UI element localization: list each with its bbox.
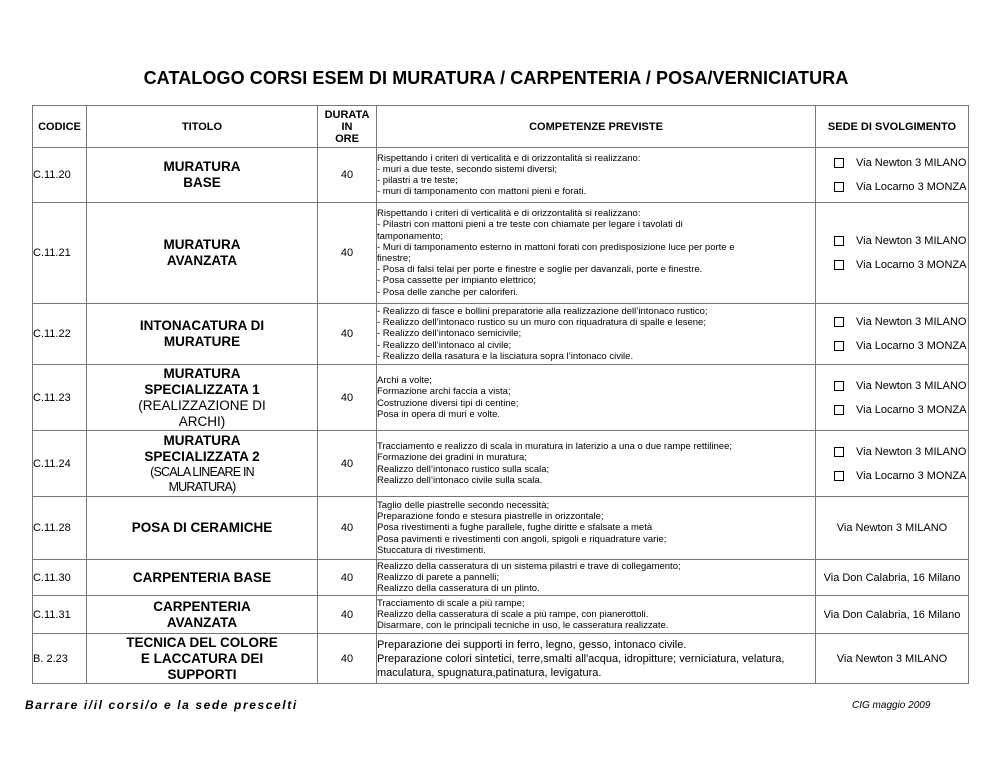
- course-title: TECNICA DEL COLORE E LACCATURA DEI SUPPORTI: [87, 634, 318, 684]
- footer-date: CIG maggio 2009: [852, 700, 931, 711]
- checkbox-icon[interactable]: [834, 471, 844, 481]
- course-duration: 40: [318, 596, 377, 634]
- header-title: TITOLO: [87, 106, 318, 148]
- course-skills: Taglio delle piastrelle secondo necessità; Preparazione fondo e stesura piastrelle in orizzontale; Posa rivestimenti a fughe parallele, fughe diritte e sfalsate a metà Posa pavimenti e rivestimenti con angoli, spigoli e riquadrature varie; Stuccatura di rivestimenti.: [377, 497, 816, 560]
- course-skills: Archi a volte; Formazione archi faccia a vista; Costruzione diversi tipi di centine; Posa in opera di muri e volte.: [377, 365, 816, 431]
- course-code: B. 2.23: [33, 634, 87, 684]
- course-venue[interactable]: Via Newton 3 MILANO: [816, 497, 969, 560]
- course-duration: 40: [318, 431, 377, 497]
- venue-option-milano[interactable]: Via Newton 3 MILANO: [816, 374, 968, 398]
- venue-option-milano[interactable]: Via Newton 3 MILANO: [816, 229, 968, 253]
- course-code: C.11.24: [33, 431, 87, 497]
- course-code: C.11.28: [33, 497, 87, 560]
- table-row: [33, 560, 969, 596]
- course-title: MURATURA SPECIALIZZATA 2 (SCALA LINEARE IN MURATURA): [87, 431, 318, 497]
- table-row: [33, 596, 969, 634]
- course-venue: [816, 148, 969, 203]
- course-title: CARPENTERIA AVANZATA: [87, 596, 318, 634]
- course-duration: 40: [318, 148, 377, 203]
- course-duration: 40: [318, 634, 377, 684]
- course-duration: 40: [318, 497, 377, 560]
- course-title: CARPENTERIA BASE: [87, 560, 318, 596]
- course-venue: [816, 203, 969, 304]
- venue-option-monza[interactable]: Via Locarno 3 MONZA: [816, 398, 968, 422]
- course-venue[interactable]: Via Don Calabria, 16 Milano: [816, 560, 969, 596]
- venue-option-monza[interactable]: Via Locarno 3 MONZA: [816, 334, 968, 358]
- course-title: INTONACATURA DI MURATURE: [87, 304, 318, 365]
- table-row: [33, 203, 969, 304]
- header-skills: COMPETENZE PREVISTE: [377, 106, 816, 148]
- table-row: [33, 431, 969, 497]
- course-code: C.11.20: [33, 148, 87, 203]
- course-duration: 40: [318, 304, 377, 365]
- header-row: [33, 106, 969, 148]
- venue-option-milano[interactable]: Via Newton 3 MILANO: [816, 310, 968, 334]
- checkbox-icon[interactable]: [834, 260, 844, 270]
- course-venue[interactable]: Via Don Calabria, 16 Milano: [816, 596, 969, 634]
- checkbox-icon[interactable]: [834, 158, 844, 168]
- course-venue[interactable]: Via Newton 3 MILANO: [816, 634, 969, 684]
- course-skills: Preparazione dei supporti in ferro, legno, gesso, intonaco civile. Preparazione colori sintetici, terre,smalti all'acqua, idropitture; verniciatura, velatura, maculatura, spugnatura,patinatura, levigatura.: [377, 634, 816, 684]
- course-title: MURATURA BASE: [87, 148, 318, 203]
- course-venue: [816, 431, 969, 497]
- checkbox-icon[interactable]: [834, 447, 844, 457]
- venue-option-monza[interactable]: Via Locarno 3 MONZA: [816, 464, 968, 488]
- table-row: [33, 497, 969, 560]
- course-skills: Tracciamento di scale a più rampe; Realizzo della casseratura di scale a più rampe, con pianerottoli. Disarmare, con le principali tecniche in uso, le casseratura realizzate.: [377, 596, 816, 634]
- checkbox-icon[interactable]: [834, 182, 844, 192]
- course-code: C.11.30: [33, 560, 87, 596]
- course-code: C.11.21: [33, 203, 87, 304]
- course-skills: Rispettando i criteri di verticalità e di orizzontalità si realizzano: - Pilastri con mattoni pieni a tre teste con chiamate per legare i tavolati di tamponamento; - Muri di tamponamento esterno in mattoni forati con predisposizione luce per porte e finestre; - Posa di falsi telai per porte e finestre e soglie per davanzali, porte e finestre. - Posa cassette per impianto elettrico; - Posa delle zanche per caloriferi.: [377, 203, 816, 304]
- table-row: [33, 365, 969, 431]
- page-title: CATALOGO CORSI ESEM DI MURATURA / CARPENTERIA / POSA/VERNICIATURA: [143, 68, 849, 88]
- course-title: MURATURA SPECIALIZZATA 1 (REALIZZAZIONE DI ARCHI): [87, 365, 318, 431]
- header-venue: SEDE DI SVOLGIMENTO: [816, 106, 969, 148]
- course-code: C.11.22: [33, 304, 87, 365]
- checkbox-icon[interactable]: [834, 317, 844, 327]
- checkbox-icon[interactable]: [834, 381, 844, 391]
- footer-instruction: Barrare i/il corsi/o e la sede prescelti: [25, 698, 298, 712]
- course-venue: [816, 304, 969, 365]
- course-code: C.11.23: [33, 365, 87, 431]
- venue-option-monza[interactable]: Via Locarno 3 MONZA: [816, 175, 968, 199]
- course-title: POSA DI CERAMICHE: [87, 497, 318, 560]
- checkbox-icon[interactable]: [834, 341, 844, 351]
- course-skills: Realizzo della casseratura di un sistema pilastri e trave di collegamento; Realizzo di parete a pannelli; Realizzo della casseratura di un plinto.: [377, 560, 816, 596]
- venue-option-monza[interactable]: Via Locarno 3 MONZA: [816, 253, 968, 277]
- course-duration: 40: [318, 365, 377, 431]
- table-row: [33, 634, 969, 684]
- course-skills: Tracciamento e realizzo di scala in muratura in laterizio a una o due rampe rettilinee; Formazione dei gradini in muratura; Realizzo dell’intonaco rustico sulla scala; Realizzo dell’intonaco civile sulla scala.: [377, 431, 816, 497]
- course-venue: [816, 365, 969, 431]
- checkbox-icon[interactable]: [834, 236, 844, 246]
- course-code: C.11.31: [33, 596, 87, 634]
- header-code: CODICE: [33, 106, 87, 148]
- table-row: [33, 304, 969, 365]
- course-duration: 40: [318, 203, 377, 304]
- course-skills: Rispettando i criteri di verticalità e di orizzontalità si realizzano: - muri a due teste, secondo sistemi diversi; - pilastri a tre teste; - muri di tamponamento con mattoni pieni e forati.: [377, 148, 816, 203]
- course-duration: 40: [318, 560, 377, 596]
- course-title: MURATURA AVANZATA: [87, 203, 318, 304]
- table-row: [33, 148, 969, 203]
- checkbox-icon[interactable]: [834, 405, 844, 415]
- venue-option-milano[interactable]: Via Newton 3 MILANO: [816, 440, 968, 464]
- venue-option-milano[interactable]: Via Newton 3 MILANO: [816, 151, 968, 175]
- header-duration: DURATA IN ORE: [318, 106, 377, 148]
- course-skills: - Realizzo di fasce e bollini preparatorie alla realizzazione dell’intonaco rustico; - Realizzo dell’intonaco rustico su un muro con riquadratura di spalle e lesene; - Realizzo dell’intonaco semicivile; - Realizzo dell’intonaco al civile; - Realizzo della rasatura e la lisciatura sopra l’intonaco civile.: [377, 304, 816, 365]
- course-catalog-table: [32, 105, 969, 684]
